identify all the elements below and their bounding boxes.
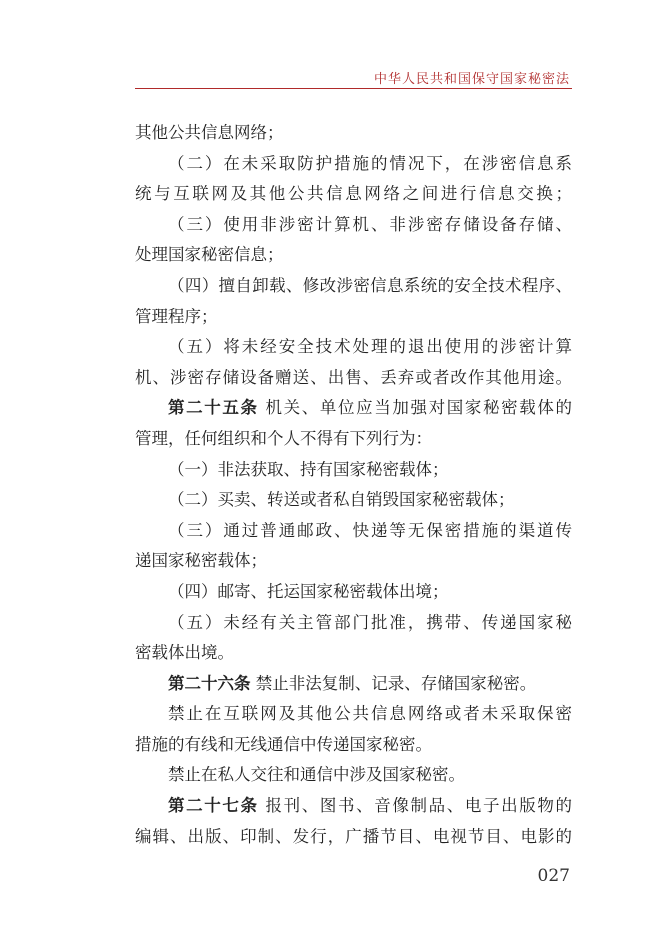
text-line: 递国家秘密载体；	[135, 551, 267, 571]
text-line: 其他公共信息网络；	[135, 123, 284, 142]
text-line: 管理程序；	[135, 306, 218, 326]
text-line: 处理国家秘密信息；	[135, 245, 284, 265]
text-line: 管理，任何组织和个人不得有下列行为：	[135, 428, 432, 448]
text-line: 密载体出境。	[135, 643, 234, 663]
text-line: 措施的有线和无线通信中传递国家秘密。	[135, 734, 432, 754]
article-text: 报刊、图书、音像制品、电子出版物的	[265, 796, 572, 816]
article-number: 第二十七条	[168, 796, 259, 816]
text-line: 禁止在私人交往和通信中涉及国家秘密。	[168, 765, 465, 785]
page-body	[135, 118, 572, 852]
article-line	[135, 791, 572, 822]
article-line	[135, 393, 572, 424]
article-line	[135, 669, 572, 700]
article-text: 禁止非法复制、记录、存储国家秘密。	[255, 673, 537, 693]
text-line: （四）擅自卸载、修改涉密信息系统的安全技术程序、	[168, 275, 572, 295]
article-number: 第二十六条	[168, 673, 251, 693]
text-line: （五）未经有关主管部门批准，携带、传递国家秘	[168, 612, 572, 632]
text-line: （二）在未采取防护措施的情况下，在涉密信息系	[168, 153, 572, 173]
text-line: （三）使用非涉密计算机、非涉密存储设备存储、	[168, 214, 572, 234]
text-line: 禁止在互联网及其他公共信息网络或者未采取保密	[168, 704, 572, 724]
running-header	[135, 66, 572, 89]
text-line: （四）邮寄、托运国家秘密载体出境；	[168, 581, 449, 601]
text-line: （二）买卖、转送或者私自销毁国家秘密载体；	[168, 490, 515, 510]
header-title: 中华人民共和国保守国家秘密法	[373, 72, 570, 87]
text-line: （五）将未经安全技术处理的退出使用的涉密计算	[168, 337, 572, 357]
article-text: 机关、单位应当加强对国家秘密载体的	[265, 398, 572, 418]
text-line: （一）非法获取、持有国家秘密载体；	[168, 459, 449, 479]
text-line: （三）通过普通邮政、快递等无保密措施的渠道传	[168, 520, 572, 540]
text-line: 编辑、出版、印制、发行，广播节目、电视节目、电影的	[135, 826, 572, 846]
text-line: 机、涉密存储设备赠送、出售、丢弃或者改作其他用途。	[135, 367, 572, 387]
text-line: 统与互联网及其他公共信息网络之间进行信息交换；	[135, 184, 572, 204]
article-number: 第二十五条	[168, 398, 259, 418]
page-number: 027	[537, 866, 570, 886]
